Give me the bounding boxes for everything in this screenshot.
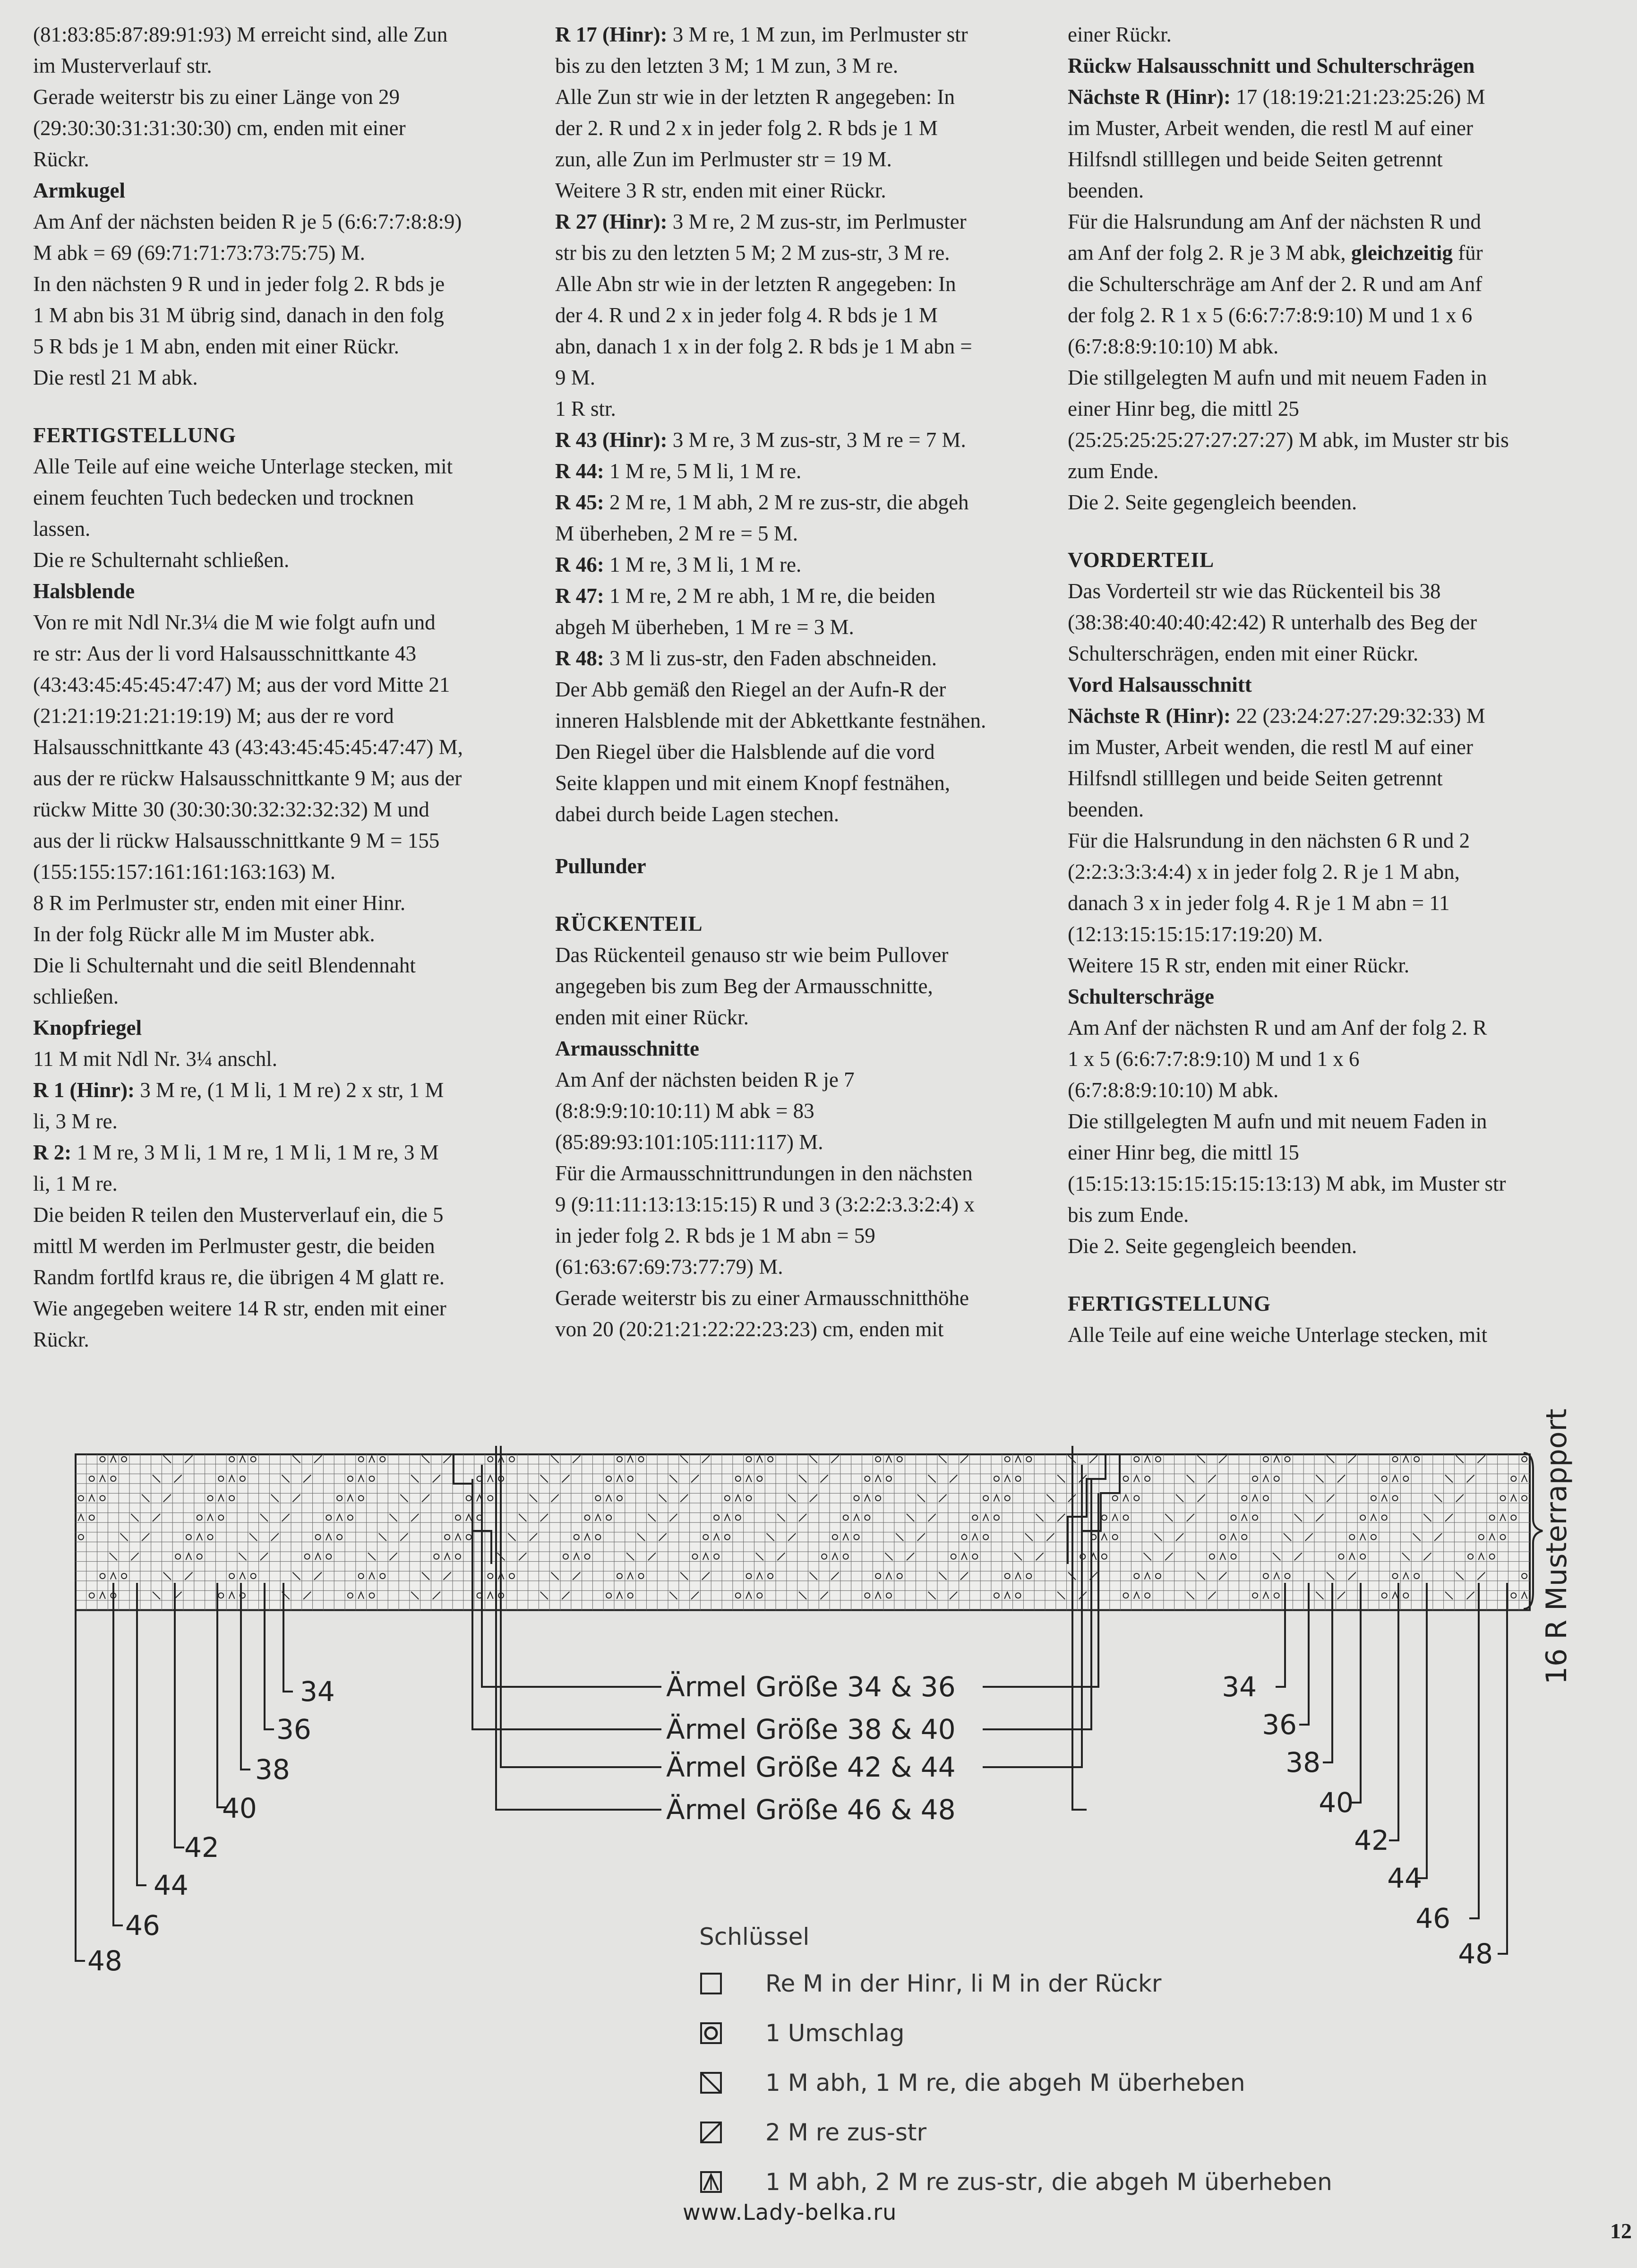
text-line: Der Abb gemäß den Riegel an der Aufn-R der xyxy=(555,678,946,701)
emphasis-text: gleichzeitig xyxy=(1351,241,1453,265)
row-instruction xyxy=(555,487,1051,518)
size-label: 38 xyxy=(1286,1746,1320,1778)
size-leader-line xyxy=(1417,1583,1427,1878)
text-line: dabei durch beide Lagen stechen. xyxy=(555,802,839,826)
row-text: 3 M re, 2 M zus-str, im Perlmuster xyxy=(667,210,967,233)
text-line: Wie angegeben weitere 14 R str, enden mit einer xyxy=(33,1297,446,1320)
row-text: am Anf der folg 2. R je 3 M abk, xyxy=(1068,241,1351,265)
text-line: Weitere 3 R str, enden mit einer Rückr. xyxy=(555,179,886,202)
text-line: aus der re rückw Halsausschnittkante 9 M; aus der xyxy=(33,766,462,790)
row-text: 22 (23:24:27:27:29:32:33) M xyxy=(1230,704,1485,728)
row-label: R 45: xyxy=(555,490,604,514)
fertigstellung-heading: FERTIGSTELLUNG xyxy=(1068,1292,1271,1315)
stitch-grid xyxy=(76,1454,1530,1610)
text-line: (8:8:9:9:10:10:11) M abk = 83 xyxy=(555,1099,814,1123)
row-instruction xyxy=(555,424,1051,455)
row-instruction xyxy=(555,643,1051,674)
size-leader-line xyxy=(1498,1583,1507,1954)
size-label: 34 xyxy=(300,1675,335,1708)
text-line: lassen. xyxy=(33,517,91,541)
text-line: Alle Teile auf eine weiche Unterlage stecken, mit xyxy=(33,455,453,478)
size-leader-line xyxy=(137,1583,146,1885)
text-line: beenden. xyxy=(1068,798,1144,821)
text-line: angegeben bis zum Beg der Armausschnitte, xyxy=(555,974,933,998)
text-line: Alle Teile auf eine weiche Unterlage stecken, mit xyxy=(1068,1323,1488,1347)
text-line: Rückr. xyxy=(33,147,89,171)
text-line: str bis zu den letzten 5 M; 2 M zus-str, 3 M re. xyxy=(555,241,950,265)
pullunder-heading: Pullunder xyxy=(555,854,646,878)
text-line: (15:15:13:15:15:15:15:13:13) M abk, im Muster str xyxy=(1068,1172,1506,1195)
text-line: Gerade weiterstr bis zu einer Armausschnitthöhe xyxy=(555,1286,969,1310)
legend-label: 1 Umschlag xyxy=(765,2019,905,2047)
size-label: 34 xyxy=(1222,1671,1257,1703)
text-line: (81:83:85:87:89:91:93) M erreicht sind, alle Zun xyxy=(33,23,448,46)
text-line: (85:89:93:101:105:111:117) M. xyxy=(555,1130,823,1154)
text-line: Die 2. Seite gegengleich beenden. xyxy=(1068,490,1357,514)
size-label: 44 xyxy=(1387,1862,1422,1894)
text-line: (61:63:67:69:73:77:79) M. xyxy=(555,1255,783,1279)
text-line: Das Vorderteil str wie das Rückenteil bis 38 xyxy=(1068,579,1441,603)
skpo-icon xyxy=(699,2071,723,2095)
text-line: der 4. R und 2 x in jeder folg 4. R bds je 1 M xyxy=(555,303,938,327)
text-line: li, 1 M re. xyxy=(33,1172,118,1195)
text-line: von 20 (20:21:21:22:22:23:23) cm, enden mit xyxy=(555,1317,944,1341)
size-leader-line xyxy=(1389,1583,1398,1840)
size-leader-line xyxy=(217,1583,227,1807)
text-line: re str: Aus der li vord Halsausschnittkante 43 xyxy=(33,642,417,665)
size-label: 46 xyxy=(125,1909,160,1942)
row-instruction xyxy=(33,1137,529,1168)
rapport-label: 16 R Musterrapport xyxy=(1540,1409,1573,1684)
row-instruction xyxy=(555,455,1051,487)
text-line: Die restl 21 M abk. xyxy=(33,366,198,389)
text-line: der 2. R und 2 x in jeder folg 2. R bds je 1 M xyxy=(555,116,938,140)
text-line: Halsausschnittkante 43 (43:43:45:45:45:47:47) M, xyxy=(33,735,463,759)
text-line: Das Rückenteil genauso str wie beim Pullover xyxy=(555,943,949,967)
size-label: 36 xyxy=(1262,1709,1297,1741)
vorderteil-heading: VORDERTEIL xyxy=(1068,548,1215,572)
text-line: 8 R im Perlmuster str, enden mit einer Hinr. xyxy=(33,891,406,915)
row-label: R 1 (Hinr): xyxy=(33,1078,135,1102)
text-column-2 xyxy=(555,19,1051,1345)
text-line: Die re Schulternaht schließen. xyxy=(33,548,290,572)
text-line: beenden. xyxy=(1068,179,1144,202)
text-line: (43:43:45:45:45:47:47) M; aus der vord Mitte 21 xyxy=(33,673,450,696)
text-line: Seite klappen und mit einem Knopf festnähen, xyxy=(555,771,951,795)
halsblende-heading: Halsblende xyxy=(33,579,135,603)
text-line: (25:25:25:25:27:27:27:27) M abk, im Muster str bis xyxy=(1068,428,1509,452)
text-line: Weitere 15 R str, enden mit einer Rückr. xyxy=(1068,954,1410,977)
text-line: einer Hinr beg, die mittl 25 xyxy=(1068,397,1299,421)
text-line: (21:21:19:21:21:19:19) M; aus der re vord xyxy=(33,704,394,728)
row-text: 17 (18:19:21:21:23:25:26) M xyxy=(1230,85,1485,109)
size-label: 42 xyxy=(1354,1824,1389,1856)
size-label: 40 xyxy=(1319,1787,1354,1819)
size-label: 38 xyxy=(255,1753,290,1786)
text-line: In den nächsten 9 R und in jeder folg 2. R bds je xyxy=(33,272,445,296)
text-line: (2:2:3:3:3:4:4) x in jeder folg 2. R je 1 M abn, xyxy=(1068,860,1460,884)
armausschnitte-heading: Armausschnitte xyxy=(555,1037,699,1060)
text-line: rückw Mitte 30 (30:30:30:32:32:32:32) M und xyxy=(33,798,429,821)
rueckw-halsausschnitt-heading: Rückw Halsausschnitt und Schulterschrägen xyxy=(1068,54,1475,77)
text-line: 5 R bds je 1 M abn, enden mit einer Rückr. xyxy=(33,335,399,358)
text-line: Alle Zun str wie in der letzten R angegeben: In xyxy=(555,85,955,109)
size-label: 40 xyxy=(222,1792,257,1824)
text-line: danach 3 x in jeder folg 4. R je 1 M abn = 11 xyxy=(1068,891,1450,915)
size-label: 42 xyxy=(184,1831,219,1864)
legend-label: 2 M re zus-str xyxy=(765,2119,927,2146)
text-line: 9 M. xyxy=(555,366,596,389)
text-line: einer Rückr. xyxy=(1068,23,1172,46)
schulterschraege-heading: Schulterschräge xyxy=(1068,985,1214,1008)
text-line: abn, danach 1 x in der folg 2. R bds je 1 M abn = xyxy=(555,335,972,358)
text-line: M abk = 69 (69:71:71:73:73:75:75) M. xyxy=(33,241,365,265)
row-instruction xyxy=(555,580,1051,611)
text-line: Rückr. xyxy=(33,1328,89,1351)
row-text: 1 M re, 5 M li, 1 M re. xyxy=(604,459,802,483)
text-line: Die li Schulternaht und die seitl Blendennaht xyxy=(33,954,416,977)
knitting-chart-svg xyxy=(0,1408,1637,2022)
text-line: Die stillgelegten M aufn und mit neuem Faden in xyxy=(1068,366,1487,389)
sk2po-icon xyxy=(699,2170,723,2194)
legend-label: 1 M abh, 2 M re zus-str, die abgeh M überheben xyxy=(765,2168,1332,2196)
row-instruction xyxy=(555,549,1051,580)
row-instruction xyxy=(555,19,1051,50)
legend-label: Re M in der Hinr, li M in der Rückr xyxy=(765,1970,1162,1997)
size-leader-line xyxy=(76,1583,85,1961)
text-line: (12:13:15:15:15:17:19:20) M. xyxy=(1068,922,1323,946)
text-line: in jeder folg 2. R bds je 1 M abn = 59 xyxy=(555,1224,875,1247)
k2tog-icon xyxy=(699,2121,723,2144)
size-label: 46 xyxy=(1415,1902,1450,1934)
text-line: 1 x 5 (6:6:7:7:8:9:10) M und 1 x 6 xyxy=(1068,1047,1360,1071)
aermel-label: Ärmel Größe 42 & 44 xyxy=(666,1751,956,1783)
text-line: zum Ende. xyxy=(1068,459,1159,483)
row-label: R 2: xyxy=(33,1141,72,1164)
row-label: R 43 (Hinr): xyxy=(555,428,668,452)
text-line: der folg 2. R 1 x 5 (6:6:7:7:8:9:10) M und 1 x 6 xyxy=(1068,303,1473,327)
text-line: 1 R str. xyxy=(555,397,616,421)
text-line: Für die Halsrundung am Anf der nächsten R und xyxy=(1068,210,1481,233)
text-line: Hilfsndl stilllegen und beide Seiten getrennt xyxy=(1068,147,1443,171)
text-line: schließen. xyxy=(33,985,119,1008)
page-number: 12 xyxy=(1610,2219,1632,2243)
text-line: im Muster, Arbeit wenden, die restl M auf einer xyxy=(1068,735,1473,759)
row-label: R 48: xyxy=(555,646,604,670)
text-line: inneren Halsblende mit der Abkettkante festnähen. xyxy=(555,709,986,732)
text-line: Alle Abn str wie in der letzten R angegeben: In xyxy=(555,272,956,296)
text-line: Gerade weiterstr bis zu einer Länge von 29 xyxy=(33,85,400,109)
text-line: Am Anf der nächsten beiden R je 5 (6:6:7:7:8:8:9) xyxy=(33,210,462,233)
text-line: zun, alle Zun im Perlmuster str = 19 M. xyxy=(555,147,892,171)
row-text: 1 M re, 3 M li, 1 M re, 1 M li, 1 M re, 3 M xyxy=(71,1141,439,1164)
text-line: Für die Armausschnittrundungen in den nächsten xyxy=(555,1161,973,1185)
text-line: 11 M mit Ndl Nr. 3¼ anschl. xyxy=(33,1047,278,1071)
text-line: 9 (9:11:11:13:13:15:15) R und 3 (3:2:2:3.3:2:4) x xyxy=(555,1193,975,1216)
text-line: li, 3 M re. xyxy=(33,1109,118,1133)
row-text: 1 M re, 3 M li, 1 M re. xyxy=(604,553,802,576)
text-line: Von re mit Ndl Nr.3¼ die M wie folgt aufn und xyxy=(33,610,436,634)
armkugel-heading: Armkugel xyxy=(33,179,125,202)
text-line: (6:7:8:8:9:10:10) M abk. xyxy=(1068,1078,1279,1102)
text-line: enden mit einer Rückr. xyxy=(555,1005,749,1029)
website-watermark: www.Lady-belka.ru xyxy=(683,2199,897,2225)
row-label: R 44: xyxy=(555,459,604,483)
text-line: Für die Halsrundung in den nächsten 6 R und 2 xyxy=(1068,829,1470,852)
row-text: 3 M li zus-str, den Faden abschneiden. xyxy=(604,646,937,670)
row-label: R 46: xyxy=(555,553,604,576)
text-line: einer Hinr beg, die mittl 15 xyxy=(1068,1141,1299,1164)
size-leader-line xyxy=(175,1583,184,1847)
row-label: R 27 (Hinr): xyxy=(555,210,668,233)
row-instruction xyxy=(1068,81,1564,112)
vord-halsausschnitt-heading: Vord Halsausschnitt xyxy=(1068,673,1252,696)
text-line: im Muster, Arbeit wenden, die restl M auf einer xyxy=(1068,116,1473,140)
text-line: Am Anf der nächsten beiden R je 7 xyxy=(555,1068,855,1091)
size-leader-line xyxy=(113,1583,123,1925)
text-column-1 xyxy=(33,19,529,1355)
size-leader-line xyxy=(1469,1583,1479,1918)
knitting-chart xyxy=(0,1408,1637,2022)
text-line: (38:38:40:40:40:42:42) R unterhalb des Beg der xyxy=(1068,610,1477,634)
text-column-3 xyxy=(1068,19,1564,1350)
row-label: R 47: xyxy=(555,584,604,608)
row-instruction xyxy=(555,206,1051,237)
size-label: 48 xyxy=(1458,1938,1493,1970)
yarn-over-icon xyxy=(699,2021,723,2045)
row-instruction xyxy=(1068,700,1564,731)
fertigstellung-heading: FERTIGSTELLUNG xyxy=(33,423,237,447)
text-line: (29:30:30:31:31:30:30) cm, enden mit einer xyxy=(33,116,406,140)
aermel-label: Ärmel Größe 38 & 40 xyxy=(666,1713,956,1745)
text-line: (155:155:157:161:161:163:163) M. xyxy=(33,860,335,884)
legend-title: Schlüssel xyxy=(699,1923,810,1950)
rueckenteil-heading: RÜCKENTEIL xyxy=(555,912,703,936)
row-text: 3 M re, 3 M zus-str, 3 M re = 7 M. xyxy=(667,428,966,452)
aermel-label: Ärmel Größe 46 & 48 xyxy=(666,1794,956,1826)
text-line: Die 2. Seite gegengleich beenden. xyxy=(1068,1234,1357,1258)
text-line: die Schulterschräge am Anf der 2. R und am Anf xyxy=(1068,272,1483,296)
text-line: aus der li rückw Halsausschnittkante 9 M = 155 xyxy=(33,829,440,852)
text-line: Die beiden R teilen den Musterverlauf ein, die 5 xyxy=(33,1203,444,1227)
knopfriegel-heading: Knopfriegel xyxy=(33,1016,142,1040)
text-line: mittl M werden im Perlmuster gestr, die beiden xyxy=(33,1234,435,1258)
text-line: Die stillgelegten M aufn und mit neuem Faden in xyxy=(1068,1109,1487,1133)
row-text: für xyxy=(1452,241,1483,265)
size-label: 36 xyxy=(276,1713,311,1745)
row-text: 3 M re, (1 M li, 1 M re) 2 x str, 1 M xyxy=(134,1078,444,1102)
empty-square-icon xyxy=(699,1972,723,1995)
size-leader-line xyxy=(1351,1583,1361,1803)
text-line: Randm fortlfd kraus re, die übrigen 4 M glatt re. xyxy=(33,1265,445,1289)
aermel-label: Ärmel Größe 34 & 36 xyxy=(666,1671,956,1703)
text-line: einem feuchten Tuch bedecken und trocknen xyxy=(33,486,414,509)
text-line: im Musterverlauf str. xyxy=(33,54,212,77)
text-line: Den Riegel über die Halsblende auf die vord xyxy=(555,740,935,764)
row-label: Nächste R (Hinr): xyxy=(1068,704,1231,728)
text-line: M überheben, 2 M re = 5 M. xyxy=(555,522,798,545)
row-label: Nächste R (Hinr): xyxy=(1068,85,1231,109)
text-line: Schulterschrägen, enden mit einer Rückr. xyxy=(1068,642,1419,665)
row-text: 3 M re, 1 M zun, im Perlmuster str xyxy=(667,23,968,46)
text-line: Am Anf der nächsten R und am Anf der folg 2. R xyxy=(1068,1016,1487,1040)
text-line: Hilfsndl stilllegen und beide Seiten getrennt xyxy=(1068,766,1443,790)
row-text: 2 M re, 1 M abh, 2 M re zus-str, die abgeh xyxy=(604,490,969,514)
text-line: bis zum Ende. xyxy=(1068,1203,1189,1227)
text-line: bis zu den letzten 3 M; 1 M zun, 3 M re. xyxy=(555,54,899,77)
row-text: 1 M re, 2 M re abh, 1 M re, die beiden xyxy=(604,584,935,608)
text-line: abgeh M überheben, 1 M re = 3 M. xyxy=(555,615,854,639)
text-line: In der folg Rückr alle M im Muster abk. xyxy=(33,922,375,946)
row-label: R 17 (Hinr): xyxy=(555,23,668,46)
text-line: 1 M abn bis 31 M übrig sind, danach in den folg xyxy=(33,303,444,327)
size-label: 48 xyxy=(87,1945,122,1977)
row-instruction xyxy=(33,1074,529,1106)
size-label: 44 xyxy=(154,1869,189,1901)
text-line: (6:7:8:8:9:10:10) M abk. xyxy=(1068,335,1279,358)
legend-label: 1 M abh, 1 M re, die abgeh M überheben xyxy=(765,2069,1245,2096)
row-instruction xyxy=(1068,237,1564,268)
